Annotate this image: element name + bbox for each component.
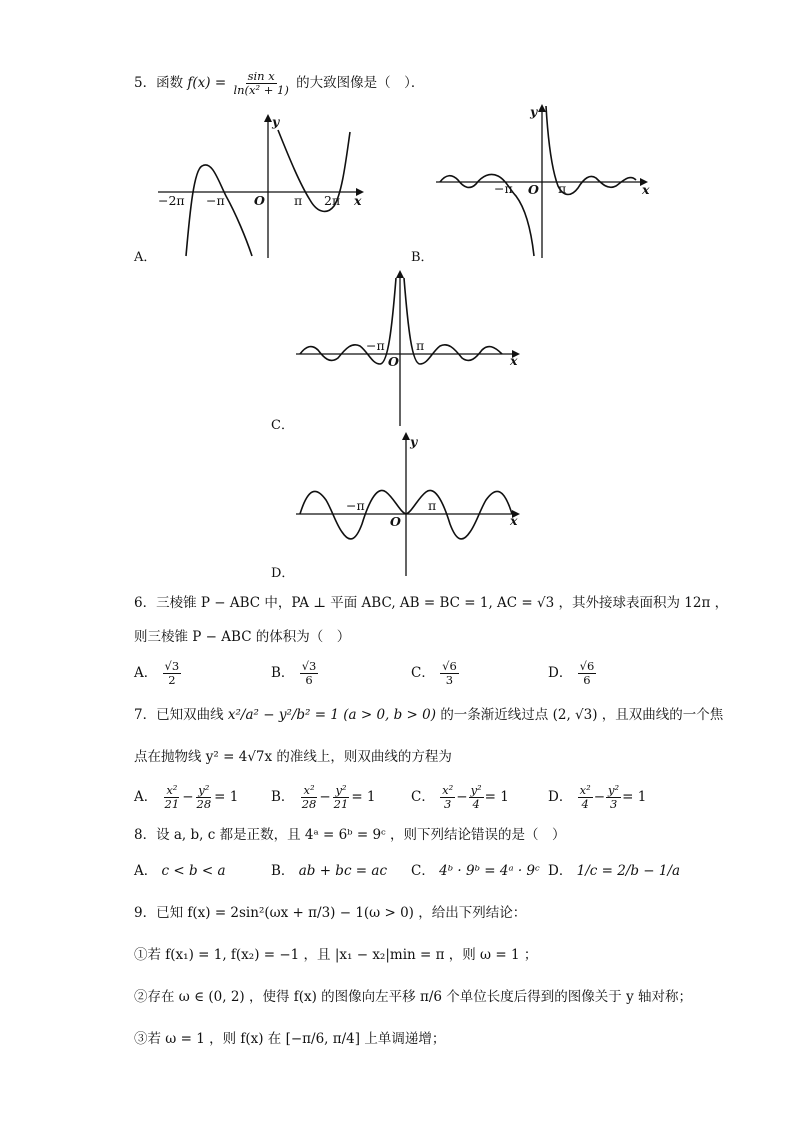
tick-neg-pi: −π [494,181,513,196]
y-label: y [530,104,538,119]
y-label: y [410,434,418,449]
y-label: y [272,114,280,129]
q5-graph-a [150,110,380,260]
equals-one: = 1 [214,789,239,805]
q5-fraction [231,70,290,97]
x-label: x [354,193,362,208]
option-label: C． [411,665,435,681]
q7-option-b: B． $\frac{\text{x²}}{28}$ − $\frac{\text{y²}}{21}$ = 1 [271,783,376,811]
origin-label: O [254,193,265,208]
q5-function-name: f(x) = [187,75,227,91]
denominator: 2 [168,673,176,687]
option-label: A． [134,789,158,805]
q9-item-2: ②存在 ω ∈ (0, 2) ，使得 f(x) 的图像向左平移 π/6 个单位长度后得到的图像关于 y 轴对称； [134,989,692,1005]
q8-option-d [548,862,680,880]
q5-option-a-label: A． [134,250,157,265]
denominator: 21 [333,797,349,811]
y-axis-arrow [396,270,404,278]
tick-pi: π [294,193,303,208]
q5-fraction-denominator: ln(x² + 1) [233,83,289,97]
option-label: A． [134,665,158,681]
option-text: ab + bc = ac [298,863,388,879]
q7-option-c: C． $\frac{\text{x²}}{3}$ − $\frac{\text{y²}}{4}$ = 1 [411,783,509,811]
option-text: c < b < a [161,863,226,879]
numerator: √3 [164,659,180,673]
y-axis-arrow [538,104,546,112]
option-label: B． [271,789,295,805]
q6-option-a [134,660,182,687]
numerator: x² [442,783,454,797]
numerator: √3 [301,659,317,673]
equals-one: = 1 [622,789,647,805]
denominator: 3 [445,673,454,687]
q5-option-c-label: C． [271,418,294,433]
q7-option-a: A． $\frac{\text{x²}}{21}$ − $\frac{\text{y²}}{28}$ = 1 [134,783,239,811]
q5-fraction-numerator: sin x [247,69,275,83]
q6-line-1: 6．三棱锥 P − ABC 中，PA ⊥ 平面 ABC, AB = BC = 1, AC = √3 ，其外接球表面积为 12π ， [134,595,729,611]
denominator: 28 [301,797,317,811]
numerator: y² [470,783,482,797]
q7-line-1 [134,706,723,724]
numerator: y² [335,783,347,797]
equals-one: = 1 [351,789,376,805]
tick-2pi: 2π [324,193,341,208]
q5-stem-suffix: 的大致图像是（ ）． [296,75,425,91]
q8-line-1: 8．设 a, b, c 都是正数，且 4ᵃ = 6ᵇ = 9ᶜ ，则下列结论错误的是（ ） [134,827,566,843]
option-label: B． [271,863,295,879]
origin-label: O [528,182,539,197]
option-label: D． [548,863,573,879]
q5-graph-b [430,100,660,260]
q8-option-c [411,862,540,880]
numerator: √6 [442,659,457,673]
equals-one: = 1 [484,789,509,805]
tick-neg-2pi: −2π [158,193,185,208]
option-label: B． [271,665,295,681]
tick-neg-pi: −π [206,193,225,208]
origin-label: O [390,514,401,529]
y-axis-arrow [264,114,272,122]
numerator: x² [303,783,315,797]
option-label: C． [411,789,435,805]
q7-equation: x²/a² − y²/b² = 1 (a > 0, b > 0) [227,707,437,723]
denominator: 4 [472,797,480,811]
q6-option-b [271,660,319,687]
option-label: D． [548,789,573,805]
x-label: x [510,353,518,368]
tick-neg-pi: −π [346,498,365,513]
curve-left [440,174,534,256]
tick-pi: π [428,498,437,513]
q7-prefix: 7．已知双曲线 [134,707,224,723]
option-text: 4ᵇ · 9ᵇ = 4ᵃ · 9ᶜ [439,863,540,879]
q5-stem [134,70,424,97]
numerator: y² [198,783,210,797]
q7-suffix: 的一条渐近线过点 (2, √3) ，且双曲线的一个焦 [440,707,724,723]
denominator: 6 [583,673,591,687]
tick-pi: π [558,181,567,196]
option-label: D． [548,665,573,681]
option-label: C． [411,863,435,879]
numerator: √6 [579,659,595,673]
denominator: 28 [196,797,212,811]
numerator: x² [166,783,178,797]
x-label: x [642,182,650,197]
q5-option-b-label: B． [411,250,434,265]
curve-left [186,165,252,256]
q9-item-3: ③若 ω = 1 ，则 f(x) 在 [−π/6, π/4] 上单调递增； [134,1031,446,1047]
denominator: 4 [581,797,589,811]
y-axis-arrow [402,432,410,440]
q5-stem-prefix: 5．函数 [134,75,184,91]
q6-line-2: 则三棱锥 P − ABC 的体积为（ ） [134,629,351,645]
denominator: 3 [444,797,452,811]
q5-option-d-label: D． [271,566,295,581]
q5-graph-c [292,268,532,428]
option-label: A． [134,863,158,879]
denominator: 6 [305,673,313,687]
tick-pi: π [416,338,425,353]
q8-option-b [271,862,387,880]
numerator: y² [608,783,620,797]
denominator: 3 [609,797,618,811]
q9-line-1: 9．已知 f(x) = 2sin²(ωx + π/3) − 1(ω > 0) ，给出下列结论： [134,905,527,921]
origin-label: O [388,354,399,369]
q5-graph-d [292,428,532,578]
tick-neg-pi: −π [366,338,385,353]
q9-item-1: ①若 f(x₁) = 1, f(x₂) = −1 ，且 |x₁ − x₂|min = π ，则 ω = 1 ； [134,947,538,963]
option-text: 1/c = 2/b − 1/a [576,863,681,879]
numerator: x² [579,783,591,797]
q6-option-c [411,660,460,687]
q6-option-d [548,660,597,687]
q7-line-2: 点在抛物线 y² = 4√7x 的准线上，则双曲线的方程为 [134,749,452,765]
denominator: 21 [164,797,180,811]
q8-option-a [134,862,226,880]
q7-option-d: D． $\frac{\text{x²}}{4}$ − $\frac{\text{y²}}{3}$ = 1 [548,783,647,811]
x-label: x [510,513,518,528]
